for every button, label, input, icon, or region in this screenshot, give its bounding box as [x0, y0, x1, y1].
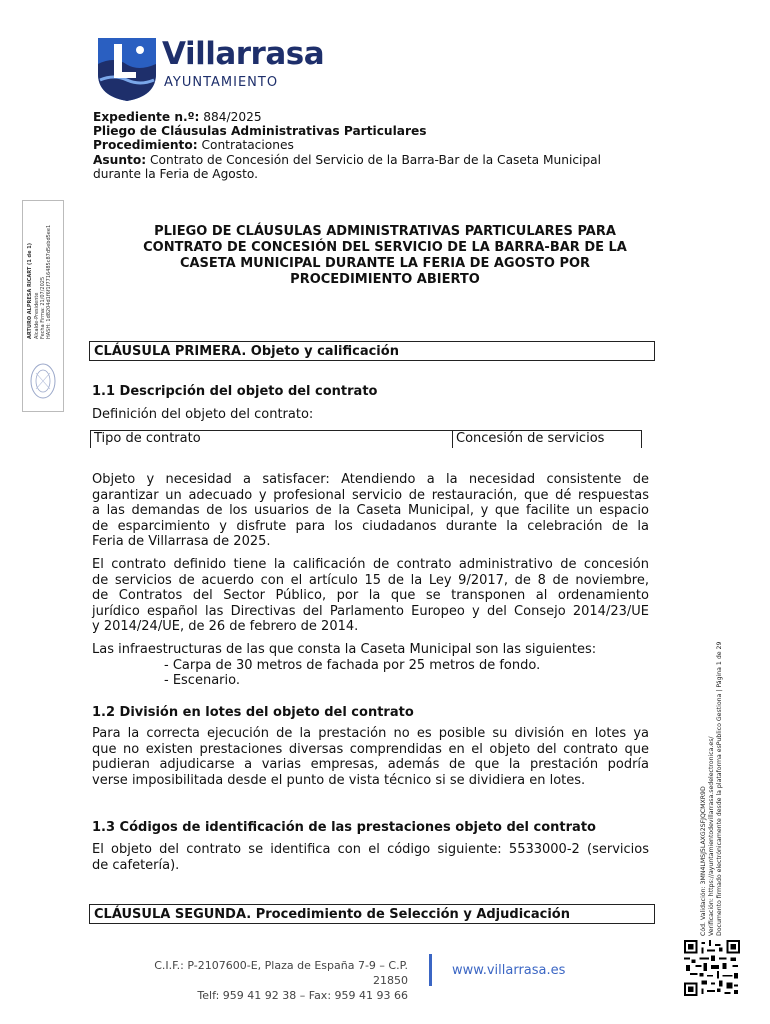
municipality-logo	[96, 34, 326, 104]
validation-code: Cód. Validación: 3MN4LMSJ5LAXG2SFJQCMXR9D	[700, 786, 707, 936]
section-heading: 1.3 Códigos de identificación de las prestaciones objeto del contrato	[92, 820, 596, 835]
table-cell-label: Tipo de contrato	[91, 431, 453, 449]
signer-name: ARTURO ALPRESA RICART (1 de 1)	[27, 242, 33, 339]
expediente-label: Expediente n.º:	[93, 110, 200, 124]
paragraph-line: El objeto del contrato se identifica con el código siguiente: 5533000-2 (servicios	[92, 842, 649, 857]
asunto-label: Asunto:	[93, 152, 147, 167]
paragraph-line: jurídico español las Directivas del Parlamento Europeo y del Consejo 2014/23/UE	[92, 603, 649, 619]
signature-box	[22, 200, 64, 412]
clause-heading: CLÁUSULA PRIMERA. Objeto y calificación	[89, 341, 655, 361]
paragraph-line: y 2014/24/UE, de 26 de febrero de 2014.	[92, 619, 359, 635]
asunto-value: Contrato de Concesión del Servicio de la Barra-Bar de la Caseta Municipal	[150, 152, 602, 167]
logo-name: Villarrasa	[162, 36, 325, 72]
procedimiento-label: Procedimiento:	[93, 138, 198, 153]
procedimiento-value: Contrataciones	[201, 138, 294, 153]
validation-note: Documento firmado electrónicamente desde la plataforma esPublico Gestiona | Página 1 de 29	[716, 641, 723, 936]
paragraph	[92, 557, 649, 635]
section-intro: Definición del objeto del contrato:	[92, 407, 314, 422]
paragraph-line: que no existen prestaciones diversas comprendidas en el objeto del contrato que	[92, 741, 649, 757]
paragraph-line: de esparcimiento y disfrute para los ciudadanos durante la celebración de la	[92, 518, 649, 534]
document-meta	[93, 110, 653, 181]
paragraph-line: Objeto y necesidad a satisfacer: Atendiendo a la necesidad consistente de	[92, 472, 649, 487]
asunto-line	[93, 153, 653, 167]
list-item: - Carpa de 30 metros de fachada por 25 metros de fondo.	[164, 657, 541, 673]
section-heading: 1.1 Descripción del objeto del contrato	[92, 384, 378, 399]
clause-heading: CLÁUSULA SEGUNDA. Procedimiento de Selección y Adjudicación	[89, 904, 655, 924]
validation-url[interactable]: Verificación: https://ayuntamientodevillarrasa.sedelectronica.es/	[708, 736, 715, 936]
contract-type-table	[90, 430, 642, 448]
section-heading: 1.2 División en lotes del objeto del contrato	[92, 705, 414, 720]
paragraph-line: pudieran adjudicarse a varias empresas, además de que la prestación podría	[92, 757, 649, 773]
title-line: PROCEDIMIENTO ABIERTO	[290, 272, 480, 287]
paragraph	[92, 472, 649, 550]
table-cell-value: Concesión de servicios	[453, 431, 642, 449]
signature-date: Fecha Firma: 21/07/2025	[40, 276, 46, 339]
list-item: - Escenario.	[164, 673, 240, 689]
title-line: CASETA MUNICIPAL DURANTE LA FERIA DE AGOSTO POR	[179, 256, 591, 271]
paragraph-line: verse imposibilitada desde el punto de vista técnico si se dividiera en lotes.	[92, 772, 586, 788]
coat-of-arms-icon	[96, 34, 158, 102]
paragraph	[92, 842, 649, 873]
footer-phone-line: Telf: 959 41 92 38 – Fax: 959 41 93 66	[197, 989, 408, 1002]
footer-divider	[429, 954, 432, 986]
expediente-line	[93, 110, 653, 124]
paragraph-line: Las infraestructuras de las que consta la Caseta Municipal son las siguientes:	[92, 642, 597, 657]
asunto-line-2: durante la Feria de Agosto.	[93, 166, 259, 181]
pliego-line	[93, 124, 653, 138]
procedimiento-line	[93, 138, 653, 152]
paragraph-line: de Contratos del Sector Público, por la que se transponen al ordenamiento	[92, 588, 649, 604]
paragraph	[92, 642, 649, 689]
footer-address-line: C.I.F.: P-2107600-E, Plaza de España 7-9 – C.P. 21850	[154, 959, 408, 987]
paragraph-line: garantizar un adecuado y profesional servicio de restauración, que dé respuestas	[92, 487, 649, 503]
seal-icon	[28, 361, 58, 401]
logo-subtitle: AYUNTAMIENTO	[164, 75, 279, 90]
title-line: PLIEGO DE CLÁUSULAS ADMINISTRATIVAS PARTICULARES PARA	[154, 224, 616, 239]
expediente-value: 884/2025	[203, 110, 262, 124]
signature-hash: HASH: 1d8204d1f6f1f7716485c87d5ebd5ee1	[46, 224, 52, 339]
document-title	[110, 224, 660, 288]
paragraph-line: El contrato definido tiene la calificación de contrato administrativo de concesión	[92, 557, 649, 572]
title-line: CONTRATO DE CONCESIÓN DEL SERVICIO DE LA BARRA-BAR DE LA	[143, 240, 627, 255]
pliego-text: Pliego de Cláusulas Administrativas Particulares	[93, 124, 427, 139]
footer-address	[140, 958, 408, 1003]
qr-code-icon	[684, 940, 740, 996]
signer-role: Alcalde-Presidente	[34, 292, 40, 339]
table-row	[91, 431, 642, 449]
paragraph-line: Feria de Villarrasa de 2025.	[92, 534, 271, 550]
footer-website-link[interactable]: www.villarrasa.es	[452, 963, 566, 978]
paragraph-line: de cafetería).	[92, 857, 180, 873]
paragraph-line: de servicios de acuerdo con el artículo 15 de la Ley 9/2017, de 8 de noviembre,	[92, 572, 649, 588]
paragraph-line: a las demandas de los usuarios de la Caseta Municipal, y que facilite un espacio	[92, 503, 649, 519]
paragraph-line: Para la correcta ejecución de la prestación no es posible su división en lotes ya	[92, 726, 649, 741]
paragraph	[92, 726, 649, 788]
